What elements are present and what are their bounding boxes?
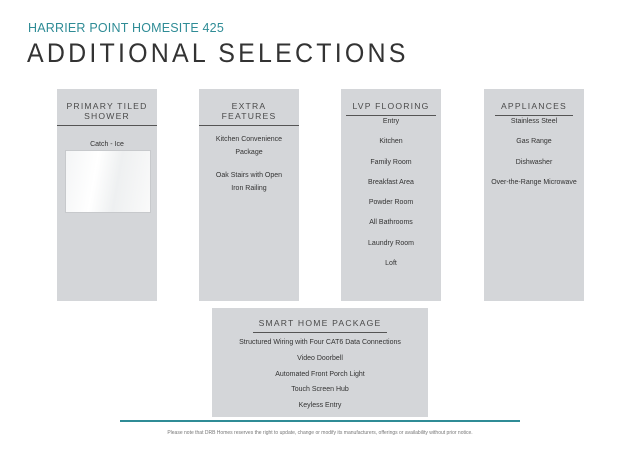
card-heading: SMART HOME PACKAGE [253, 318, 388, 333]
card-heading: EXTRA FEATURES [199, 101, 299, 126]
list-item: Loft [385, 260, 397, 268]
list-item: Oak Stairs with Open Iron Railing [215, 172, 283, 192]
list-item: Entry [382, 118, 400, 125]
list-item: Breakfast Area [368, 178, 414, 186]
card-heading: APPLIANCES [495, 101, 573, 116]
card-smart-home-package [212, 308, 428, 417]
list-item: Keyless Entry [298, 402, 342, 410]
list-item: Gas Range [516, 138, 552, 146]
disclaimer-text: Please note that DRB Homes reserves the right to update, change or modify its manufacturers, offerings or availability without prior notice. [167, 430, 473, 436]
list-item: Family Room [370, 158, 412, 166]
list-item: Structured Wiring with Four CAT6 Data Connections [239, 339, 401, 346]
list-item: Catch - Ice [90, 141, 124, 148]
list-item: Laundry Room [368, 239, 414, 247]
card-primary-tiled-shower [57, 89, 157, 301]
card-lvp-flooring [341, 89, 441, 301]
card-appliances [484, 89, 584, 301]
list-item: Dishwasher [515, 158, 553, 166]
tile-sample-image [65, 150, 151, 213]
homesite-subtitle: HARRIER POINT HOMESITE 425 [28, 21, 224, 35]
page-title: ADDITIONAL SELECTIONS [27, 38, 409, 69]
list-item: Powder Room [368, 199, 414, 207]
footer-divider [120, 420, 520, 422]
card-heading: PRIMARY TILED SHOWER [57, 101, 157, 126]
card-heading: LVP FLOORING [346, 101, 435, 116]
list-item: Automated Front Porch Light [275, 370, 365, 378]
list-item: Video Doorbell [297, 354, 343, 362]
list-item: Kitchen [379, 138, 403, 146]
list-item: Touch Screen Hub [291, 386, 349, 394]
card-extra-features [199, 89, 299, 301]
list-item: Over-the-Range Microwave [491, 178, 577, 186]
list-item: All Bathrooms [369, 219, 413, 227]
list-item: Kitchen Convenience Package [215, 136, 283, 156]
list-item: Stainless Steel [510, 118, 558, 125]
